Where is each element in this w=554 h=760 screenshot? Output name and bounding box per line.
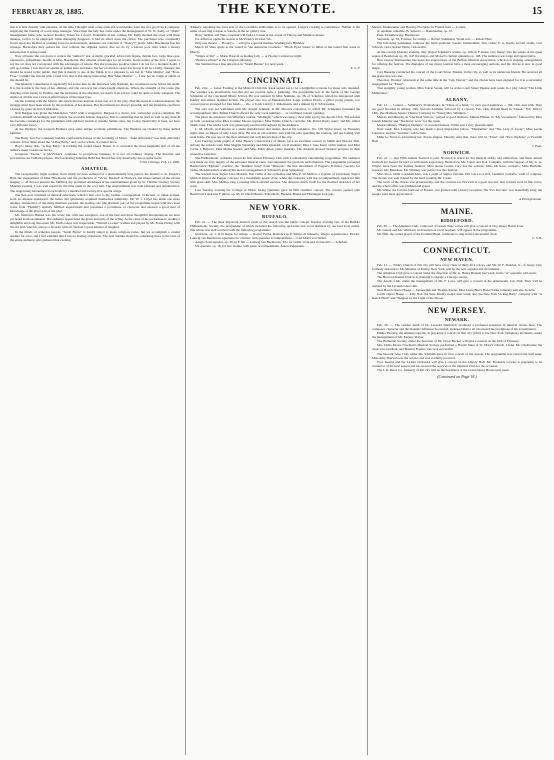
article-paragraph: Feb. 21. — The most important musical event of the season was the public concert Tuesday evening last, of the Buffalo Philharmonic Society, the programme of which included the following quartettes and vocal numbers by our best local artists. The whole was well received with the following programme: bbox=[190, 219, 360, 232]
programme-entry: Messrs. Dannreuther and Herwig. Nocturne for French horn — Lorenz. bbox=[372, 25, 467, 29]
programme-entry: Six quartets, op. 18, for two violins, with piano accompaniment. Anton Rubinstein. bbox=[195, 244, 305, 249]
subsection-heading-biddeford: BIDDEFORD. bbox=[440, 217, 474, 223]
article-signature: E. S. F. bbox=[350, 65, 360, 70]
section-divider bbox=[220, 72, 330, 73]
programme-entry: A. Andante cantabile. B. Scherzo — Dannreuther, op. 37. bbox=[377, 29, 453, 34]
column-divider bbox=[367, 25, 368, 755]
column-1 bbox=[10, 25, 180, 755]
column-2 bbox=[190, 25, 360, 755]
article-signature: J. Paul. bbox=[531, 143, 542, 148]
article-paragraph: The J. R. Reed. Co. formerly of this city will be the headliners at the Grand Opera House next week. bbox=[377, 367, 510, 372]
article-paragraph: Feb. 20. — The sudden death of Dr. Leopold Damrosch produced a profound sensation in musical circles here. The composer, character and the majestic influence he exerted, endeared him to all who heard the prodigious of his acquaintance. bbox=[372, 322, 542, 331]
continued-notice: (Continued on Page 18.) bbox=[437, 374, 477, 379]
article-paragraph: Joe Jefferson opens his season at McVicker's October 5th. bbox=[195, 37, 272, 42]
article-paragraph: At the concert Monday evening, they played Schubert's octette, op. 166, in F major, very finely; also the whole of the great septet of Beethoven op. 20, in E flat major, and Mozart's clarinet quintette op. 108. The audience was large and appreciative. bbox=[372, 49, 542, 58]
article-paragraph: Harry Webber and Theo. Gressier will build a Casino at the corner of Throop and Madison streets. bbox=[195, 33, 325, 38]
programme-entry: Serenade, op. 56, E minor, for strings — Robert Volkmann. Violin solo — Robert Herz. bbox=[377, 37, 493, 42]
article-paragraph: The exceptionally fright weather, from which we have suffered for a phenomenally long period, the disaster to St. Patrick's Hall, the engagement of Miss Hawthorne and the production of "Victor Durand" at Hooley's, the improvement of the chorus singing — all did not prevent me fulfilling my promised attendance at the entertainment given by St. Thomas Literary Society Monday evening. I was well repaid for the time spent in the cozy hall. The entertainment was both pleasant and remunerative. The stage being surrounded at each side by a hundred and twenty-five special wings. bbox=[10, 172, 180, 193]
article-paragraph: Mr. Gianni and Mr. Whitford, well known as vocal teachers, will appear in the programme. bbox=[377, 227, 498, 232]
article-paragraph: Hoyt's funny title, "A Rag Baby," is packing the Grand Opera House. It is conceded the most laughable skit of all the author's many boisterous farces. bbox=[10, 143, 180, 152]
article-paragraph: The piece de resistance was Whiting's cantata, "Midnight," which was sung a short time ago by the Apollo Club. The soloists on both occasions were Miss Corinne Moore, soprano; Miss Emma Church, contralto; Mr. David Davis, tenor; and Mr. Albert Smith, bass. The whole work was generously received throughout by the audience. bbox=[190, 114, 360, 127]
article-paragraph: Mrs. Delia Moses Nowman's Musical Society performed a Haydn Mass at St. Mary's Church. Under Mr. Chelbourne the choir was excellent; and Hanson Frazier, was very successful. bbox=[372, 343, 542, 352]
subsection-heading-buffalo: BUFFALO. bbox=[262, 213, 288, 219]
article-paragraph: The Barry and Fay Company had the comfortable houses at the Academy of Music. "Aunt Arbuckle's" has been delicately ordered. It has taken about the "A Bag Baby," and, on the whole, is a better farce. bbox=[10, 135, 180, 144]
subsection-heading-norwich: NORWICH. bbox=[443, 149, 471, 155]
section-heading-maine: MAINE. bbox=[440, 206, 474, 216]
article-paragraph: The Amphion Club gave a concert under the direction of Mr. G. Henry Bennett last week, in the "A" quartette will assist. bbox=[377, 271, 537, 276]
article-paragraph: Now all knew she can down to review the "author's" star. A slight, graceful, aristocratic figure, mobile face, large blue eyes, expressive, sympathetic mouth, is Miss Hawthorne. Her unusual advantages for an actress. In the nature of the part, I regret to say the art does not correspond with the advantages of nature. But she possesses positive talent I do not for a moment doubt. I will go farther, I can discover sparks of genius here and there; but her provincial career has stored it all in a faulty channel; but should be stated to the public, that this is merely is one of the finish. It is a pleasure to see her in "Miss Multon" and "Frou-Frou." Camille she invests with a fatal love that is absolutely interesting. But "Miss Multon" — I saw her no rough or subtle as she should be. bbox=[10, 53, 180, 83]
article-paragraph: "Beatrice Ovens" at the Criterion, Monday. bbox=[195, 57, 252, 62]
article-paragraph: C. M. March, well known as a piano manufacturer and dealer, died at his residence, No. 100 Taylor street, on Thursday night, after an illness of only a few days. He was an old resident, and with his wife spending the evening, and not feeling well went home. He was one of the most eminent and well-known men of the city. bbox=[190, 126, 360, 140]
section-heading-new-jersey: NEW JERSEY. bbox=[427, 305, 487, 315]
issue-date: FEBRUARY 28, 1885. bbox=[12, 8, 84, 16]
article-paragraph: Mr. Hall, the cornet player of the Portland Band, continues to sing in the Universalist choir. bbox=[377, 231, 498, 236]
article-paragraph: The Howard Avenue Church is planning to engage a Chicago soloist. bbox=[377, 275, 469, 280]
article-paragraph: Mr. Sullivan's Hamlet was fair work; but, with one exception, one of the best and most thoughtful interpretations we have yet heard from an amateur. The audience appreciated the grace and style of the acting. At the close of the performance, reading a delightful and long discourse. Mr. Paul's Ghost was respectable. "Wanted a Letter" written and played by Mr. Frank Pixley, with his old part, which is always a favorite with all. We had a good amount of laughter. bbox=[10, 213, 180, 230]
article-paragraph: Carll's Opera House — Jolly Nox, the Imre Kiralfy troupe next week, also the New York "A Rag Baby" company with "A Ranch Hand" and "Skipped by the Light of the Moon." bbox=[372, 291, 542, 300]
page-number: 15 bbox=[532, 6, 542, 17]
section-heading-connecticut: CONNECTICUT. bbox=[423, 246, 491, 256]
article-paragraph: Only one theatre — Hooley's — will give a special matinee Washington's Birthday. bbox=[195, 41, 305, 46]
page-header bbox=[10, 2, 544, 22]
section-heading-cincinnati: CINCINNATI. bbox=[246, 76, 304, 86]
section-divider bbox=[220, 199, 330, 200]
article-paragraph: Mr. White, the favorite baritone of Boston, was greeted with a hearty reception. His "Pro Peccatis" was beautifully sung; the people were most appreciative. bbox=[372, 188, 542, 197]
article-paragraph: that it is here morally with pleasure. At the time I thought what a fine artist she would make were she in a good stock company, supplying the training of a real stage manager. Since then the lady has come under the management of W. W. Kelly, of "Dude" management fame, who secured Rosina's Vokes for a novel. Prominent in her coming Mr. Kelly decided the town with three theatres, tactics to be employed while managing Ferguson. It had its effect upon the critics. The purchaser who continually frown upon the method of pushing forward professionals, demands our criticism of "Nancy's" profit. Miss Hawthorne has her revenge. Heretofore they passed her over without the slightest notice; like we do by a known poor man when a money subscription is going round. bbox=[10, 25, 180, 54]
section-divider bbox=[402, 302, 512, 303]
programme-entry: Quartette, op. 1, in D major, for strings — Robert Fuchs. Romance in F, Tempo di minuetto, allegro appassionato. Mozart. Ludwig van Beethoven. Quartette for clarinet, with quartette accompaniment — Carl Maria von Weber. bbox=[190, 231, 360, 240]
article-paragraph: Last Tuesday week pupils of Miss Bauer's Conservatory of Music gave an excellent concert in Smith and Nixon's Hall. Among the soloists were Miss Maggie Stansbury and Miss Quandel, vocal students; Miss J. Jane Reed, violin student, and Miss Carrie J. Bellows, Miss Mattie Keeler, and Miss Edith Allen, piano students. The students showed marked progress in their respective branches. bbox=[190, 139, 360, 156]
article-paragraph: Theodore Thomas' rehearsals at the same time in the "Gay Tuscan"; and the chorus have been engaged for it at a successful engagement for "Faust". bbox=[372, 78, 542, 87]
article-paragraph: March 2d Shea opens at the Grand in "An American Countess." "Black Eyed Susan" is billed at the Grand first week in March. bbox=[190, 45, 360, 54]
header-rule bbox=[10, 22, 544, 23]
article-paragraph: drinkery, adjoining the west side of the Columbia auditorium, is to be opened. Lodge's cooking is compliance. Neither is the name of erecting a statue to Sancho in the art gallery true. bbox=[190, 25, 360, 34]
programme-entry: Adagio from septette, op. 20, in E flat — Ludwig van Beethoven. Trio for violin, viola and violoncello — Schubert. bbox=[195, 240, 349, 245]
article-paragraph: The work of the chorus was praiseworthy, and the overture for Norwich is a great success. Our soloists were in fine voice, and the whole affair was brilliant and grand. bbox=[372, 180, 542, 189]
article-paragraph: The following gentlemen compose the band quartette: Gustav Dannreuther, first violin; F. A. Kurth, second violin; Carl Schwab, viola; Robert Hertz, violoncello. bbox=[372, 41, 542, 50]
article-paragraph: Herr Gustav Dannreuther has upset the expectations of the Buffalo Musical Association, which now making arrangements for offering the festival. The managers of our music festival have a most encouraging outlook, and the chorus is now in good shape. bbox=[372, 57, 542, 70]
article-paragraph: At the Olympic, the Leopold Brothers gave some unique acrobatic exhibitions. The Hanlons are rivalled by these skilled families. bbox=[10, 127, 180, 136]
masthead-title: THE KEYNOTE. bbox=[217, 2, 337, 17]
article-paragraph: The first part consisted of musical selections, which I turn over to my brother correspondent. Criticised, or rather praised, from an amateur standpoint, the ladies and gentlemen acquitted themselves admirably. Mr. W. J. Lloyd has made one more attempt. Irrespective of the many members present, the leading role (the dramatic part of the programme began with the closet scene from "Hamlet") entirely fulfilled expectations and presented a portraiture of character and showed a good deal of knowledge of the ghost part of the play. bbox=[10, 192, 180, 214]
subsection-heading-new-haven: NEW HAVEN. bbox=[440, 257, 474, 263]
programme-entry: Peter Tschaikowsky. Beethoven. bbox=[377, 33, 420, 38]
article-paragraph: In the minds of orthodox people, "Sarah Byrne" is hardly suited to many religious tastes, but we accomplish a careful attempt for once, and I feel satisfied that it has no leading objections. The next attempt should be something more to the taste of the entire audience who gathered that evening. bbox=[10, 229, 180, 242]
column-3 bbox=[372, 25, 542, 755]
article-paragraph: Feb. 21st. — Letter Evening at the Musical Club this week turned out to be a delightful occasion for those who attended. The weather was abominable, but that did not prevent quite a gathering. The programme was in the hands of Mr. George Schneider of the Cincinnati Music School. He was assisted by Miss Nathalie, op. 36, of Schubert, which he interpreted with fidelity and almost faultless technic. He played also two of Mendelssohn's Songs without Words, a gifted young pianist, two concert pieces arranged for four hands — viz., a Torch Lied by J. Rubenstein, and a minuet by P. Scharwenka. bbox=[190, 86, 360, 107]
article-paragraph: The Harmonic Society, under the direction of Mr. Oscar Becker, will give a concert on the 26th of February. bbox=[377, 339, 520, 344]
subsection-heading-newark: NEWARK. bbox=[444, 316, 470, 322]
article-paragraph: That sprightly young woman, Miss Carrie Swain, will be at the Court Street Theatre next week, in a play called "The Little Millionaire." bbox=[372, 86, 542, 95]
article-paragraph: The Newark Glee Club, under Mr. Schmidt, gave its first concert of the season. The programme was varied and well sung. Miss Amy Sherwin was the soloist, and was cordially received. bbox=[372, 351, 542, 360]
article-paragraph: Prof. Kearns and the Ladies' Orchestra will give a concert in the Library Hall. Mr. Frederick Cowles is preparing to be conductor of the next season and has secured the services of the Orpheus Club for the occasion. bbox=[372, 359, 542, 368]
article-paragraph: "Wages of Sin" — Marie Prescott as leading lady — at Hooley's tomorrow night. bbox=[195, 53, 303, 58]
section-heading-amateur: AMATEUR. bbox=[81, 166, 109, 172]
article-signature: Critic Chicago, Feb. 11, 1885. bbox=[139, 160, 180, 165]
article-paragraph: Emma Thursby, the eminent soprano, is preparing a concert in that city (16th) to the New York Symphony Orchestra, under the management of Mr. Eugene Thayer. bbox=[372, 331, 542, 340]
article-paragraph: Carl Hauseler conducted the concert of the Court Street Theatre, in the city, as well as its numerous friends. He received all the praise that was due. bbox=[372, 70, 542, 79]
article-paragraph: Mozart Miner's "Humpty Dumpty," to crowded houses. Walks was a very pleasant sight. bbox=[377, 123, 494, 128]
subsection-heading-albany: ALBANY. bbox=[445, 96, 469, 102]
article-paragraph: Neil Burgess was given the Mandarin's "Vim" with a vengeance. Burgess is a clever, low, somewhat coarse comedian. He conducts himself exceedingly well towards the eccentric female character. This is something that he does as well as any man. It has become customary for the gentlemen with stubborn beards to assume female roles, but to-day, theatrically at least, we have very different views. bbox=[10, 110, 180, 128]
article-signature: C. S. B. bbox=[532, 235, 542, 240]
article-paragraph: On the evening with the Mortis, she struck the true keynote in her last act of the play. Had this been in a natural manner, the stranger must have been struck by the profusion of her dresses. Her movements are always graceful, and she should be careful in a future by-gone revival of imitation. bbox=[10, 98, 180, 111]
section-heading-new-york: NEW YORK. bbox=[249, 202, 301, 212]
column-divider bbox=[185, 25, 186, 755]
article-signature: A Pennsylvanian. bbox=[518, 196, 542, 201]
article-paragraph: The solo was not well-liked with Mr. Joseph Schmidt, at Mr. Moore's concertos, to which Mr. Schneider furnished the accompaniment. Mrs. Emma Church offered the only vocal numbers — as a brilliant concert opening. bbox=[190, 106, 360, 115]
article-paragraph: The leisurely comedienne is apparently not in her line. In the interview with Nathalie, the sweetheart scene before the death. It is the trouble is the best of her abilities, and she over-acts her overwrought emotions. Where the strength of the scene (the drawing-room scene) in Pauline, and the heaviness of the situation, we doubt if an actress could be quite so fully adequate. The upshot of all this was a lack of effectiveness of the usual type. bbox=[10, 82, 180, 99]
section-divider bbox=[402, 203, 512, 204]
section-divider bbox=[402, 242, 512, 243]
article-paragraph: New Haven Opera House — Janauschek and Thomas Keene. Miss Laura Burt's Hazel Kirke company will also be here. bbox=[377, 287, 536, 292]
article-paragraph: Miss Ross, while a resident here, was a pupil of Signor Zerrahn. Her voice is a rich, beautiful contralto, wide of compass. The chorus was well trained by the hard working Mr. Carter. bbox=[372, 172, 542, 181]
article-paragraph: The Standard has a fine attraction in "Storm Beaten" for next week. bbox=[195, 61, 285, 66]
article-paragraph: Feb. 20. — The Amphion Club, composed of twenty male voices will give a concert at City Opera House soon. bbox=[377, 223, 524, 228]
article-paragraph: Mme Le Fevre is advertising her chorus singers. Directly after that, there will be "Faust" and "Two Orphans" at Tweddle Hall. bbox=[372, 135, 542, 144]
article-paragraph: Last Tuesday evening the College of Music String Quartette gave its fifth chamber concert. The concert opened with Beethoven's quartette F minor, op. 95, in which Messrs. Schradieck, Baetens, Brand and Hartdegen took part. bbox=[190, 188, 360, 197]
article-paragraph: Next week: Mrs. Langtry, who has made a good impression before, "Marguerite" and "The Lady of Lyons"; Miss Gertie Laurence, and the "Tourists" will be here. bbox=[372, 127, 542, 136]
article-paragraph: The Apollo Club, under the management of Mr. F. Love, will give a concert at the Athenaeum, Jan. 26th. They will be assisted by the Lyceum Glee Club. bbox=[372, 279, 542, 288]
article-paragraph: Murray and Murphy, in "Our Irish Visitors," played to good business. Minnie Palmer, in "My Sweetheart," followed by Miss Joseph Murphy and "The Kerry Gow" for the week. bbox=[372, 114, 542, 123]
article-paragraph: Gorgeous "Zanita," at McVicker's, continues to prosperous business. It is not an ordinary display. The marches and processions are brilliant pictures. The fascinating ballerina Bella has danced her way deservedly into popular favor. bbox=[10, 151, 180, 160]
article-paragraph: The soloists were Signor Lino Mattioli, first violin of the orchestra, and Mrs. F. W. Mellon, a soprano of Cleveland. Signor Mattioli played the Popper concerto in a beautifully poetic style, while the orchestra with the accompaniment supported him with great skill. Mrs. Mellon sang a reading which elicited encores. She deserves much credit for the finished character of her work. bbox=[190, 172, 360, 189]
article-paragraph: Feb. 21. — Trinity Church of this city will have a boy choir of thirty-five voices, and Mr. W. F. Sheldon, Jr., of Jersey City, formerly assistant to Mr. Messiter at Trinity, New York, will be the new organist and choirmaster. bbox=[372, 263, 542, 272]
article-paragraph: The Philharmonic orchestra closed its first season February 14th with a remarkably entertaining programme. The audience was made up very largely of the educated musical class, and surpassed the previous performances. The programme presented Beethoven's "Egmont" overture, the "Slumber Song" from "Dinorah," the first movement of Popper's B minor concerto for violin, Mendelssohn's cradle hymn and an arrangement of Schubert's great Symphony. bbox=[190, 155, 360, 172]
article-paragraph: Feb. 21. — Our Fifth Annual Festival is past. Norwich is noted for her musical ability and cultivation, and these annual festivals are looked forward to with much expectancy. Heretofore, Mr. Carter and Prof. Lampkin, with the support of Mr. G. G. Whyte, have been the leading features. Miss Annie Louise Cary has the soloists: Miss Ida Ross, contralto; Miss Burbank, soprano; Mr. Barnabee. Mr. Whitney was perfect for this festival. bbox=[372, 155, 542, 172]
article-paragraph: Feb. 21. — Leland — Salisbury's Troubadours, in "Three of a Kind," to very good audiences — 9th, 11th, and 12th. They are good favorites in Albany. 13th. Victoria Sarmaki, followed by a concert. Feb. 14th, Roland Reed in "Cheek." Feb. 16th to 18th, The Madison Square Theatre Company in "Young Mrs. Winthrop." bbox=[372, 102, 542, 115]
